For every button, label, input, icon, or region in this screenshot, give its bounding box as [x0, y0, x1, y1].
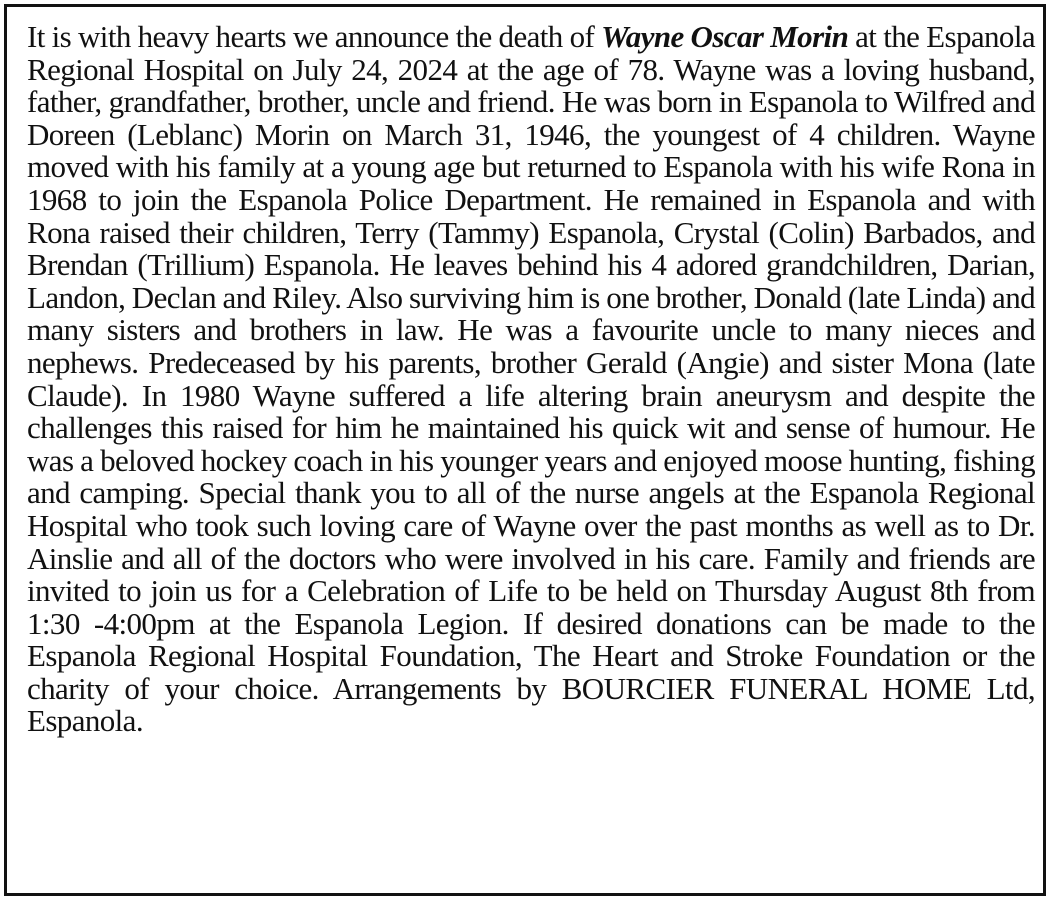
obituary-body-text: at the Espanola Regional Hospital on July 24, 2024 at the age of 78. Wayne was a loving husband, father, grandfather, brother, uncle and friend. He was born in Espanola to Wilfred and Doreen (Leblanc) Morin on March 31, 1946, the youngest of 4 children. Wayne moved with his family at a young age but returned to Espanola with his wife Rona in 1968 to join the Espanola Police Department. He remained in Espanola and with Rona raised their children, Terry (Tammy) Espanola, Crystal (Colin) Barbados, and Brendan (Trillium) Espanola. He leaves behind his 4 adored grandchildren, Darian, Landon, Declan and Riley. Also surviving him is one brother, Donald (late Linda) and many sisters and brothers in law. He was a favourite uncle to many nieces and nephews. Predeceased by his parents, brother Gerald (Angie) and sister Mona (late Claude). In 1980 Wayne suffered a life altering brain aneurysm and despite the challenges this raised for him he maintained his quick wit and sense of humour. He was a beloved hockey coach in his younger years and enjoyed moose hunting, fishing and camping. Special thank you to all of the nurse angels at the Espanola Regional Hospital who took such loving care of Wayne over the past months as well as to Dr. Ainslie and all of the doctors who were involved in his care. Family and friends are invited to join us for a Celebration of Life to be held on Thursday August 8th from 1:30 -4:00pm at the Espanola Legion. If desired donations can be made to the Espanola Regional Hospital Foundation, The Heart and Stroke Foundation or the charity of your choice. Arrangements by BOURCIER FUNERAL HOME Ltd, Espanola. [27, 19, 1035, 739]
obituary-text [27, 21, 1035, 738]
deceased-name: Wayne Oscar Morin [601, 19, 849, 54]
obituary-notice [4, 4, 1046, 896]
intro-text: It is with heavy hearts we announce the death of [27, 19, 602, 54]
